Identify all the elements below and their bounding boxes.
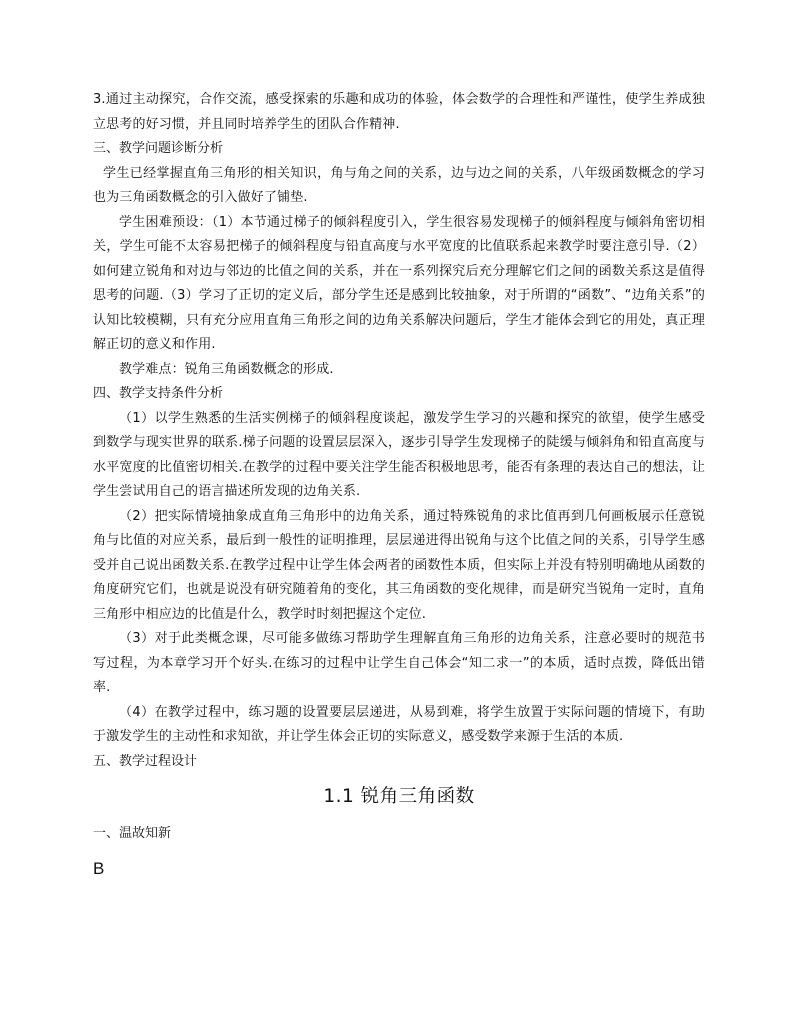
goal-3-paragraph: 3.通过主动探究，合作交流，感受探索的乐趣和成功的体验，体会数学的合理性和严谨性，使学生养成独立思考的好习惯，并且同时培养学生的团队合作精神. <box>93 92 705 132</box>
section-4-heading: 四、教学支持条件分析 <box>93 386 224 401</box>
document-body <box>93 88 705 881</box>
lesson-title: 1.1 锐角三角函数 <box>323 786 475 807</box>
figure-vertex-label: B <box>93 858 105 878</box>
support-2-paragraph: （2）把实际情境抽象成直角三角形中的边角关系，通过特殊锐角的求比值再到几何画板展示任意锐角与比值的对应关系，最后到一般性的证明推理，层层递进得出锐角与这个比值之间的关系，引导学生感受并自己说出函数关系.在教学过程中让学生体会两者的函数性本质，但实际上并没有特别明确地从函数的角度研究它们，也就是说没有研究随着角的变化，其三角函数的变化规律，而是研究当锐角一定时，直角三角形中相应边的比值是什么，教学时时刻把握这个定位. <box>93 508 705 622</box>
support-3-paragraph: （3）对于此类概念课，尽可能多做练习帮助学生理解直角三角形的边角关系，注意必要时的规范书写过程，为本章学习开个好头.在练习的过程中让学生自己体会“知二求一”的本质，适时点拨，降低出错率. <box>93 631 705 695</box>
difficulty-forecast-paragraph: 学生困难预设：（1）本节通过梯子的倾斜程度引入，学生很容易发现梯子的倾斜程度与倾斜角密切相关，学生可能不太容易把梯子的倾斜程度与铅直高度与水平宽度的比值联系起来教学时要注意引导.（2）如何建立锐角和对边与邻边的比值之间的关系，并在一系列探究后充分理解它们之间的函数关系这是值得思考的问题.（3）学习了正切的定义后，部分学生还是感到比较抽象，对于所谓的“函数”、“边角关系”的认知比较模糊，只有充分应用直角三角形之间的边角关系解决问题后，学生才能体会到它的用处，真正理解正切的意义和作用. <box>93 214 705 352</box>
diagnosis-intro-paragraph: 学生已经掌握直角三角形的相关知识，角与角之间的关系，边与边之间的关系，八年级函数概念的学习也为三角函数概念的引入做好了铺垫. <box>93 165 705 205</box>
teaching-difficulty-paragraph: 教学难点：锐角三角函数概念的形成. <box>119 361 334 377</box>
section-3-heading: 三、教学问题诊断分析 <box>93 141 224 156</box>
section-5-heading: 五、教学过程设计 <box>93 753 198 769</box>
part-1-heading: 一、温故知新 <box>93 826 172 841</box>
support-4-paragraph: （4）在教学过程中，练习题的设置要层层递进，从易到难，将学生放置于实际问题的情境下，有助于激发学生的主动性和求知欲，并让学生体会正切的实际意义，感受数学来源于生活的本质. <box>93 704 705 744</box>
support-1-paragraph: （1）以学生熟悉的生活实例梯子的倾斜程度谈起，激发学生学习的兴趣和探究的欲望，使学生感受到数学与现实世界的联系.梯子问题的设置层层深入，逐步引导学生发现梯子的陡缓与倾斜角和铅直高度与水平宽度的比值密切相关.在教学的过程中要关注学生能否积极地思考，能否有条理的表达自己的想法，让学生尝试用自己的语言描述所发现的边角关系. <box>93 410 705 499</box>
